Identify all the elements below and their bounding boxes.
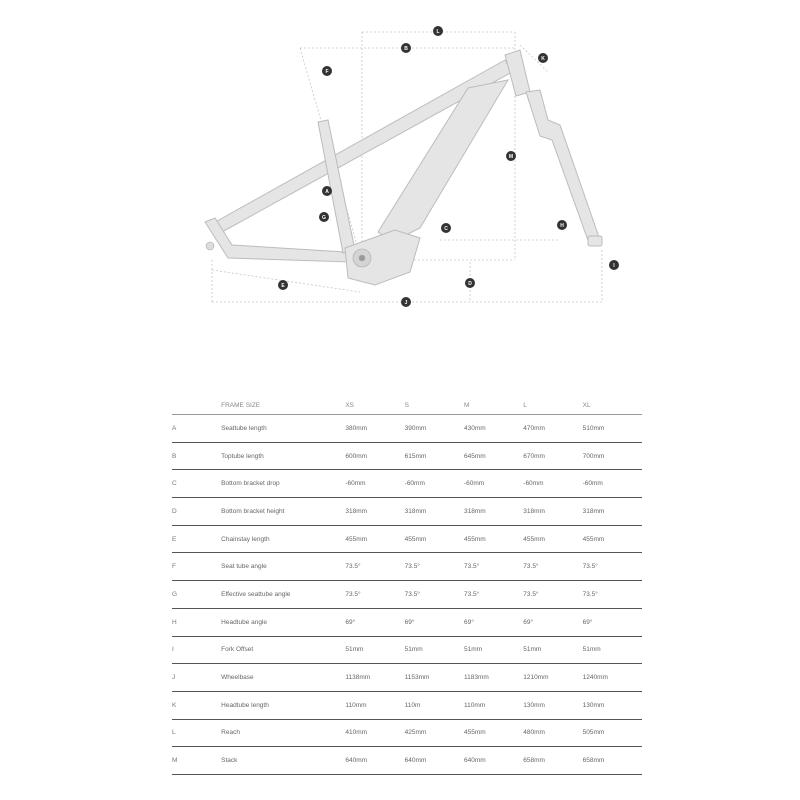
- svg-text:B: B: [404, 46, 408, 52]
- row-value-l: 51mm: [523, 636, 582, 664]
- row-value-m: 69°: [464, 608, 523, 636]
- row-value-m: -60mm: [464, 470, 523, 498]
- row-value-m: 73.5°: [464, 553, 523, 581]
- header-size-xl: XL: [583, 396, 642, 415]
- svg-text:M: M: [508, 154, 514, 160]
- svg-text:K: K: [541, 56, 545, 62]
- row-value-xl: -60mm: [583, 470, 642, 498]
- svg-text:D: D: [468, 281, 472, 287]
- row-value-s: -60mm: [405, 470, 464, 498]
- row-value-m: 73.5°: [464, 581, 523, 609]
- table-header-row: [172, 396, 642, 415]
- row-value-s: 455mm: [405, 525, 464, 553]
- row-value-l: 455mm: [523, 525, 582, 553]
- row-value-xl: 510mm: [583, 415, 642, 443]
- row-key: E: [172, 525, 221, 553]
- table-row: [172, 636, 642, 664]
- row-value-xl: 318mm: [583, 498, 642, 526]
- motor-detail: [353, 249, 371, 267]
- row-key: F: [172, 553, 221, 581]
- table-row: [172, 498, 642, 526]
- row-value-l: -60mm: [523, 470, 582, 498]
- row-value-m: 640mm: [464, 747, 523, 775]
- row-value-xl: 73.5°: [583, 553, 642, 581]
- table-row: [172, 747, 642, 775]
- row-key: M: [172, 747, 221, 775]
- label-D: [465, 278, 475, 288]
- label-B: [401, 43, 411, 53]
- row-value-s: 69°: [405, 608, 464, 636]
- svg-text:L: L: [436, 29, 440, 35]
- table-row: [172, 691, 642, 719]
- row-value-xs: 73.5°: [345, 581, 404, 609]
- row-value-m: 318mm: [464, 498, 523, 526]
- row-value-l: 1210mm: [523, 664, 582, 692]
- table-row: [172, 664, 642, 692]
- row-key: C: [172, 470, 221, 498]
- row-value-m: 645mm: [464, 442, 523, 470]
- svg-text:I: I: [613, 263, 615, 269]
- row-value-xs: 640mm: [345, 747, 404, 775]
- row-value-xl: 1240mm: [583, 664, 642, 692]
- label-A: [322, 186, 332, 196]
- row-value-xl: 455mm: [583, 525, 642, 553]
- label-J: [401, 297, 411, 307]
- row-measurement-name: Bottom bracket drop: [221, 470, 345, 498]
- row-value-xl: 700mm: [583, 442, 642, 470]
- bike-frame: [205, 50, 602, 285]
- dropout: [206, 242, 214, 250]
- row-measurement-name: Chainstay length: [221, 525, 345, 553]
- row-key: G: [172, 581, 221, 609]
- row-measurement-name: Toptube length: [221, 442, 345, 470]
- row-value-l: 470mm: [523, 415, 582, 443]
- row-measurement-name: Reach: [221, 719, 345, 747]
- table-row: [172, 581, 642, 609]
- row-value-l: 480mm: [523, 719, 582, 747]
- row-key: J: [172, 664, 221, 692]
- label-H: [557, 220, 567, 230]
- table-row: [172, 442, 642, 470]
- row-key: I: [172, 636, 221, 664]
- row-value-xl: 658mm: [583, 747, 642, 775]
- row-value-l: 73.5°: [523, 581, 582, 609]
- row-value-s: 425mm: [405, 719, 464, 747]
- row-value-xs: 410mm: [345, 719, 404, 747]
- row-value-xl: 73.5°: [583, 581, 642, 609]
- label-L: [433, 26, 443, 36]
- label-I: [609, 260, 619, 270]
- svg-text:H: H: [560, 223, 564, 229]
- row-value-xs: 69°: [345, 608, 404, 636]
- row-key: B: [172, 442, 221, 470]
- row-key: D: [172, 498, 221, 526]
- table-row: [172, 525, 642, 553]
- row-value-s: 318mm: [405, 498, 464, 526]
- table-body: [172, 415, 642, 775]
- row-value-xs: 73.5°: [345, 553, 404, 581]
- row-value-l: 670mm: [523, 442, 582, 470]
- header-frame-size: FRAME SIZE: [221, 396, 345, 415]
- row-value-xl: 505mm: [583, 719, 642, 747]
- svg-text:F: F: [325, 69, 329, 75]
- row-measurement-name: Stack: [221, 747, 345, 775]
- row-value-l: 73.5°: [523, 553, 582, 581]
- row-value-xs: 600mm: [345, 442, 404, 470]
- table-row: [172, 553, 642, 581]
- label-C: [441, 223, 451, 233]
- row-value-m: 110mm: [464, 691, 523, 719]
- row-value-s: 73.5°: [405, 581, 464, 609]
- row-value-s: 1153mm: [405, 664, 464, 692]
- row-measurement-name: Headtube length: [221, 691, 345, 719]
- row-key: A: [172, 415, 221, 443]
- row-value-m: 1183mm: [464, 664, 523, 692]
- row-value-m: 430mm: [464, 415, 523, 443]
- svg-text:C: C: [444, 226, 448, 232]
- row-key: H: [172, 608, 221, 636]
- row-measurement-name: Seat tube angle: [221, 553, 345, 581]
- row-value-m: 51mm: [464, 636, 523, 664]
- row-value-s: 390mm: [405, 415, 464, 443]
- table-row: [172, 719, 642, 747]
- row-value-xs: -60mm: [345, 470, 404, 498]
- row-value-xl: 51mm: [583, 636, 642, 664]
- svg-text:E: E: [281, 283, 285, 289]
- svg-text:J: J: [404, 300, 408, 306]
- row-value-xs: 380mm: [345, 415, 404, 443]
- label-M: [506, 151, 516, 161]
- row-value-xl: 130mm: [583, 691, 642, 719]
- row-key: K: [172, 691, 221, 719]
- row-measurement-name: Headtube angle: [221, 608, 345, 636]
- label-G: [319, 212, 329, 222]
- table-row: [172, 470, 642, 498]
- row-value-m: 455mm: [464, 525, 523, 553]
- row-value-s: 640mm: [405, 747, 464, 775]
- row-measurement-name: Wheelbase: [221, 664, 345, 692]
- row-value-s: 73.5°: [405, 553, 464, 581]
- header-key: [172, 396, 221, 415]
- label-F: [322, 66, 332, 76]
- row-value-s: 615mm: [405, 442, 464, 470]
- row-value-l: 69°: [523, 608, 582, 636]
- header-size-l: L: [523, 396, 582, 415]
- frame-geometry-table: [172, 396, 642, 775]
- row-key: L: [172, 719, 221, 747]
- row-value-m: 455mm: [464, 719, 523, 747]
- row-value-xs: 455mm: [345, 525, 404, 553]
- row-value-xs: 51mm: [345, 636, 404, 664]
- row-measurement-name: Fork Offset: [221, 636, 345, 664]
- frame-geometry-diagram: [0, 0, 800, 330]
- row-measurement-name: Seattube length: [221, 415, 345, 443]
- row-value-l: 318mm: [523, 498, 582, 526]
- header-size-xs: XS: [345, 396, 404, 415]
- header-size-m: M: [464, 396, 523, 415]
- row-value-s: 51mm: [405, 636, 464, 664]
- svg-text:A: A: [325, 189, 329, 195]
- row-value-xl: 69°: [583, 608, 642, 636]
- row-value-l: 658mm: [523, 747, 582, 775]
- svg-text:G: G: [322, 215, 326, 221]
- row-value-l: 130mm: [523, 691, 582, 719]
- row-measurement-name: Bottom bracket height: [221, 498, 345, 526]
- table-row: [172, 608, 642, 636]
- label-E: [278, 280, 288, 290]
- row-measurement-name: Effective seattube angle: [221, 581, 345, 609]
- row-value-xs: 1138mm: [345, 664, 404, 692]
- row-value-xs: 318mm: [345, 498, 404, 526]
- row-value-s: 110m: [405, 691, 464, 719]
- row-value-xs: 110mm: [345, 691, 404, 719]
- label-K: [538, 53, 548, 63]
- table-row: [172, 415, 642, 443]
- header-size-s: S: [405, 396, 464, 415]
